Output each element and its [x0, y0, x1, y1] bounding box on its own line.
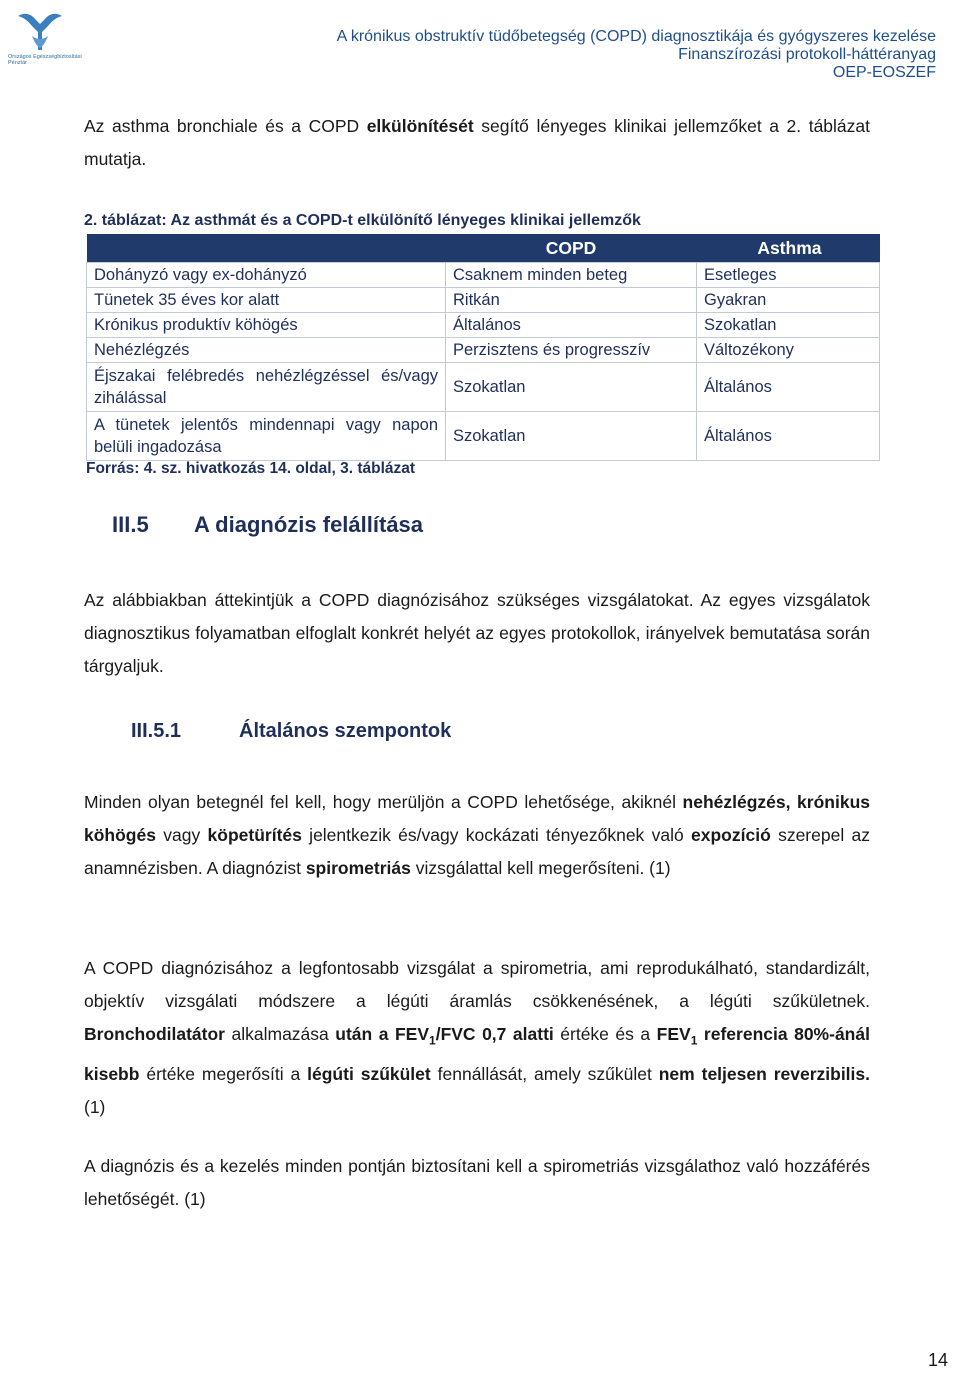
- header-subtitle: Finanszírozási protokoll-háttéranyag: [678, 46, 936, 63]
- table-row: [87, 288, 880, 313]
- logo-icon: [8, 12, 72, 52]
- table-row: [87, 363, 880, 412]
- table-header-row: [87, 234, 880, 263]
- table-caption: 2. táblázat: Az asthmát és a COPD-t elkülönítő lényeges klinikai jellemzők: [84, 212, 641, 229]
- table-cell: Krónikus produktív köhögés: [87, 313, 446, 338]
- table-row: [87, 412, 880, 461]
- table-cell: Szokatlan: [446, 363, 697, 412]
- table-cell: Általános: [697, 363, 880, 412]
- table-cell: Tünetek 35 éves kor alatt: [87, 288, 446, 313]
- comparison-table: [86, 234, 880, 461]
- subsection-heading: [131, 720, 451, 743]
- table-cell: Dohányzó vagy ex-dohányzó: [87, 263, 446, 288]
- paragraph: Az alábbiakban áttekintjük a COPD diagnózisához szükséges vizsgálatokat. Az egyes vizsgálatok diagnosztikus folyamatban elfoglalt konkrét helyét az egyes protokollok, irányelvek bemutatása során tárgyaljuk.: [84, 590, 870, 676]
- table-cell: Általános: [697, 412, 880, 461]
- table-source: Forrás: 4. sz. hivatkozás 14. oldal, 3. táblázat: [86, 460, 416, 477]
- table-cell: Gyakran: [697, 288, 880, 313]
- table-row: [87, 313, 880, 338]
- logo-text: Országos Egészségbiztosítási Pénztár: [8, 54, 82, 66]
- intro-paragraph: Az asthma bronchiale és a COPD elkülönítését segítő lényeges klinikai jellemzőket a 2. táblázat mutatja.: [84, 116, 870, 169]
- table-cell: Változékony: [697, 338, 880, 363]
- paragraph: A diagnózis és a kezelés minden pontján biztosítani kell a spirometriás vizsgálathoz való hozzáférés lehetőségét. (1): [84, 1156, 870, 1209]
- table-cell: Csaknem minden beteg: [446, 263, 697, 288]
- table-cell: Nehézlégzés: [87, 338, 446, 363]
- table-cell: A tünetek jelentős mindennapi vagy napon belüli ingadozása: [87, 412, 446, 461]
- page-number: 14: [927, 1350, 948, 1370]
- oep-logo: [8, 12, 82, 74]
- header-title: A krónikus obstruktív tüdőbetegség (COPD) diagnosztikája és gyógyszeres kezelése: [336, 28, 936, 45]
- table-header-empty: [87, 234, 446, 263]
- table-row: [87, 338, 880, 363]
- table-cell: Általános: [446, 313, 697, 338]
- paragraph: A COPD diagnózisához a legfontosabb vizsgálat a spirometria, ami reprodukálható, standardizált, objektív vizsgálati módszere a légúti áramlás csökkenésének, a légúti szűkületnek. Bronchodilatátor alkalmazása után a $FEV_1$/FVC 0,7 alatti értéke és a $FEV_1$ referencia 80%-ánál kisebb értéke megerősíti a légúti szűkület fennállását, amely szűkület nem teljesen reverzibilis. (1): [84, 958, 870, 1117]
- table-cell: Éjszakai felébredés nehézlégzéssel és/vagy zihálással: [87, 363, 446, 412]
- table-header-copd: COPD: [446, 234, 697, 263]
- section-number: III.5: [112, 512, 149, 537]
- table-header-asthma: Asthma: [697, 234, 880, 263]
- document-header: [337, 28, 936, 82]
- table-cell: Szokatlan: [446, 412, 697, 461]
- subsection-title: Általános szempontok: [239, 720, 452, 742]
- header-org: OEP-EOSZEF: [832, 64, 936, 81]
- table-cell: Szokatlan: [697, 313, 880, 338]
- paragraph: Minden olyan betegnél fel kell, hogy merüljön a COPD lehetősége, akiknél nehézlégzés, krónikus köhögés vagy köpetürítés jelentkezik és/vagy kockázati tényezőknek való expozíció szerepel az anamnézisben. A diagnózist spirometriás vizsgálattal kell megerősíteni. (1): [84, 792, 870, 878]
- section-title: A diagnózis felállítása: [194, 512, 424, 537]
- section-heading: [112, 512, 423, 538]
- table-cell: Ritkán: [446, 288, 697, 313]
- table-cell: Esetleges: [697, 263, 880, 288]
- table-cell: Perzisztens és progresszív: [446, 338, 697, 363]
- subsection-number: III.5.1: [131, 720, 182, 742]
- table-row: [87, 263, 880, 288]
